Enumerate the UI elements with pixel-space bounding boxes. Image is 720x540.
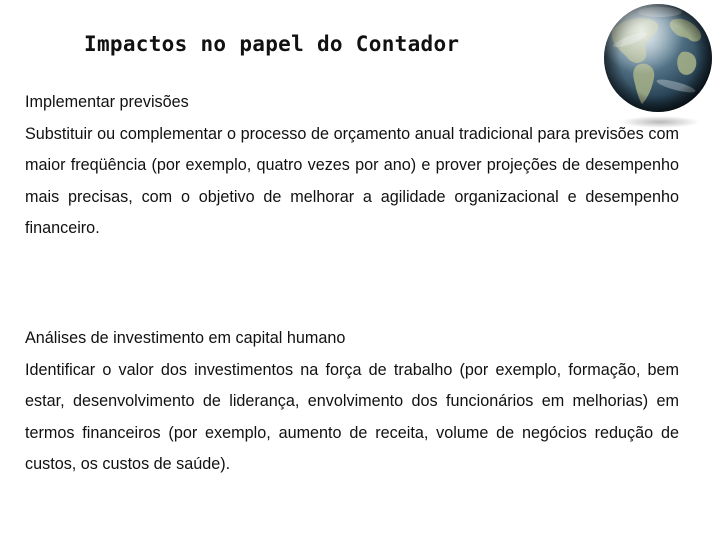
section-forecasts	[25, 87, 679, 245]
section-body: Substituir ou complementar o processo de orçamento anual tradicional para previsões com maior freqüência (por exemplo, quatro vezes por ano) e prover projeções de desempenho mais precisas, com o objetivo de melhorar a agilidade organizacional e desempenho financeiro.	[25, 124, 679, 237]
section-heading: Implementar previsões	[25, 93, 189, 111]
slide-title: Impactos no papel do Contador	[84, 32, 460, 56]
section-human-capital	[25, 323, 679, 481]
section-heading: Análises de investimento em capital humano	[25, 329, 346, 347]
section-body: Identificar o valor dos investimentos na força de trabalho (por exemplo, formação, bem estar, desenvolvimento de liderança, envolvimento dos funcionários em melhorias) em termos financeiros (por exemplo, aumento de receita, volume de negócios redução de custos, os custos de saúde).	[25, 360, 679, 473]
